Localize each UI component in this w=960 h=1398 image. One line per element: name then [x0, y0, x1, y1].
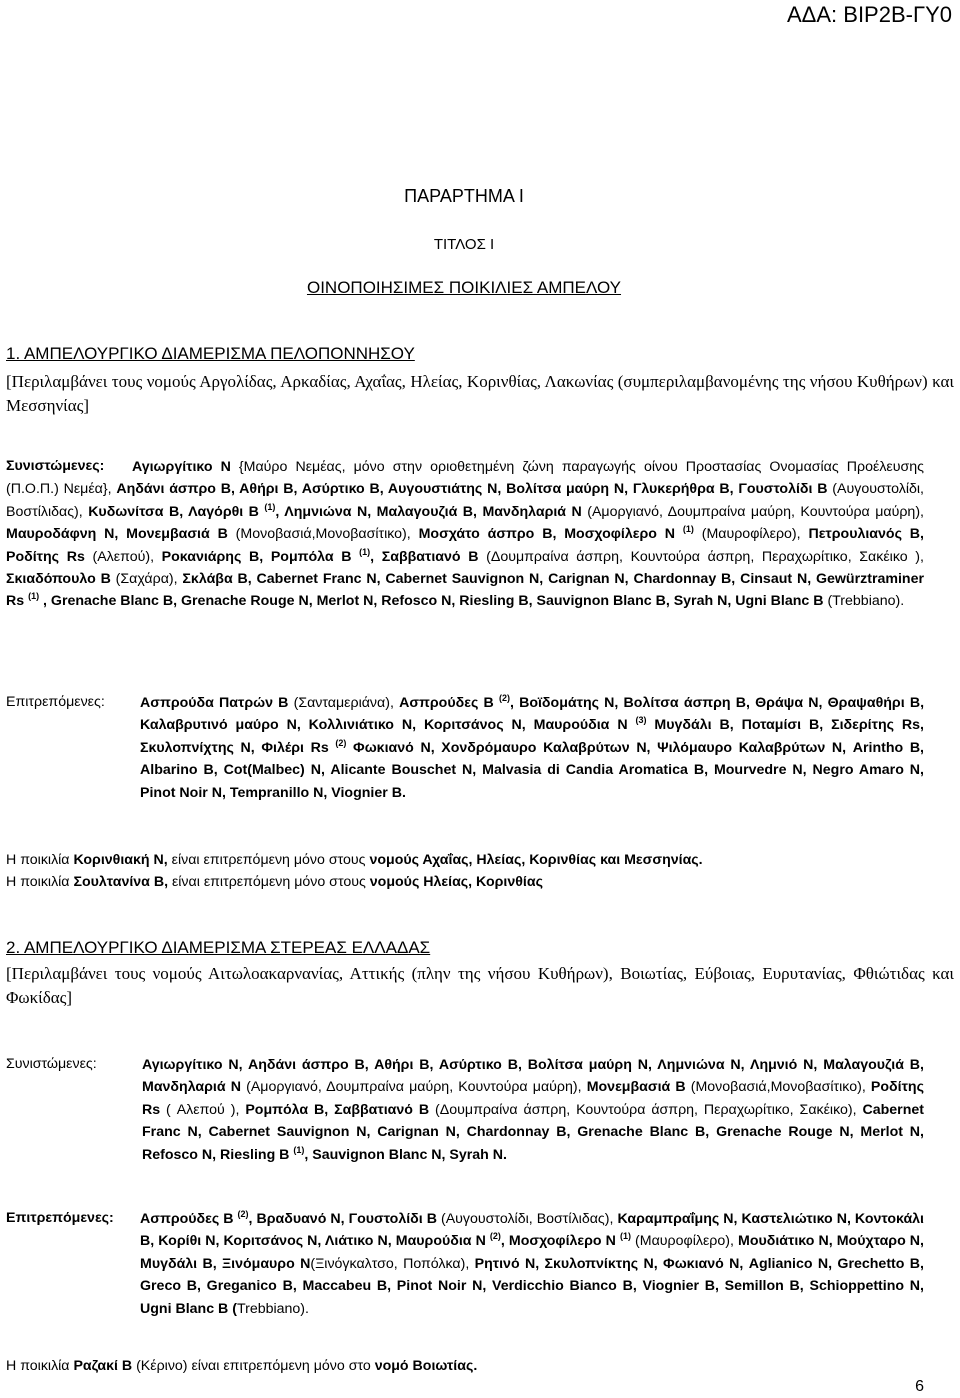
section1-permitted-list: Ασπρούδα Πατρών Β (Σανταμεριάνα), Ασπρούδες Β $^{(2)}$, Βοϊδομάτης Ν, Βολίτσα άσπρη Β, Θράψα Ν, Θραψαθήρι Β, Καλαβρυτινό μαύρο Ν, Κολλινιάτικο Ν, Κοριτσάνος Ν, Μαυρούδια Ν $^{(3)}$ Μυγδάλι Β, Ποταμίσι Β, Σιδερίτης Rs, Σκυλοπνίχτης Ν, Φιλέρι Rs $^{(2)}$ Φωκιανό Ν, Χονδρόμαυρο Καλαβρύτων Ν, Ψιλόμαυρο Καλαβρύτων Ν, Arintho B, Albarino B, Cot(Malbec) N, Alicante Bouschet N, Malvasia di Candia Aromatica B, Mourvedre N, Negro Amaro N, Pinot Noir N, Tempranillo N, Viognier B. — [140, 693, 925, 801]
section1-note-soultanina: Η ποικιλία Σουλτανίνα Β, είναι επιτρεπόμενη μόνο στους νομούς Ηλείας, Κορινθίας — [6, 874, 543, 890]
section2-permitted-list: Ασπρούδες Β $^{(2)}$, Βραδυανό Ν, Γουστολίδι Β (Αυγουστολίδι, Βοστίλιδας), Καραμπραΐμης Ν, Καστελιώτικο Ν, Κοντοκάλι Β, Κορίθι Ν, Κοριτσάνος Ν, Λιάτικο Ν, Μαυρούδια Ν $^{(2)}$, Μοσχοφίλερο Ν $^{(1)}$ (Μαυροφίλερο), Μουδιάτικο Ν, Μούχταρο Ν, Μυγδάλι Β, Ξινόμαυρο Ν(Ξινόγκαλτσο, Ποπόλκα), Ρητινό Ν, Σκυλοπνίκτης Ν, Φωκιανό Ν, Aglianico N, Grechetto B, Greco B, Greganico B, Maccabeu B, Pinot Noir N, Verdicchio Bianco B, Viognier B, Semillon B, Schioppettino N, Ugni Blanc B (Trebbiano). — [140, 1209, 925, 1317]
section2-recommended-list: Αγιωργίτικο Ν, Αηδάνι άσπρο Β, Αθήρι Β, Ασύρτικο Β, Βολίτσα μαύρη Ν, Λημνιώνα Ν, Λημνιό Ν, Μαλαγουζιά Β, Μανδηλαριά Ν (Αμοργιανό, Δουμπραίνα μαύρη, Κουντούρα μαύρη), Μονεμβασιά Β (Μονοβασιά,Μονοβασίτικο), Ροδίτης Rs ( Αλεπού ), Ρομπόλα Β, Σαββατιανό Β (Δουμπραίνα άσπρη, Κουντούρα άσπρη, Περαχωρίτικο, Σακέικο), Cabernet Franc N, Cabernet Sauvignon N, Carignan N, Chardonnay B, Grenache Blanc B, Grenache Rouge N, Merlot N, Refosco N, Riesling B $^{(1)}$, Sauvignon Blanc N, Syrah N. — [142, 1057, 924, 1163]
section1-recommended-list: Αγιωργίτικο Ν {Μαύρο Νεμέας, μόνο στην οριοθετημένη ζώνη παραγωγής οίνου Προστασίας Ονομασίας Προέλευσης (Π.Ο.Π.) Νεμέα}, Αηδάνι άσπρο Β, Αθήρι Β, Ασύρτικο Β, Αυγουστιάτης Ν, Βολίτσα μαύρη Ν, Γλυκερήθρα Β, Γουστολίδι Β (Αυγουστολίδι, Βοστίλιδας), Κυδωνίτσα Β, Λαγόρθι Β $^{(1)}$, Λημνιώνα Ν, Μαλαγουζιά Β, Μανδηλαριά Ν (Αμοργιανό, Δουμπραίνα μαύρη, Κουντούρα μαύρη), Μαυροδάφνη Ν, Μονεμβασιά Β (Μονοβασιά,Μονοβασίτικο), Μοσχάτο άσπρο Β, Μοσχοφίλερο Ν $^{(1)}$ (Μαυροφίλερο), Πετρουλιανός Β, Ροδίτης Rs (Αλεπού), Ροκανιάρης Β, Ρομπόλα Β $^{(1)}$, Σαββατιανό Β (Δουμπραίνα άσπρη, Κουντούρα άσπρη, Περαχωρίτικο, Σακέικο ), Σκιαδόπουλο Β (Σαχάρα), Σκλάβα Β, Cabernet Franc N, Cabernet Sauvignon N, Carignan N, Chardonnay B, Cinsaut N, Gewürztraminer Rs $^{(1)}$ , Grenache Blanc B, Grenache Rouge N, Merlot N, Refosco N, Riesling B, Sauvignon Blanc B, Syrah N, Ugni Blanc B (Trebbiano). — [6, 459, 924, 610]
section1-permitted-label: Επιτρεπόμενες: — [6, 694, 105, 710]
section2-permitted-label: Επιτρεπόμενες: — [6, 1210, 114, 1226]
document-heading: ΟΙΝΟΠΟΙΗΣΙΜΕΣ ΠΟΙΚΙΛΙΕΣ ΑΜΠΕΛΟΥ — [306, 278, 622, 297]
section2-recommended-label: Συνιστώμενες: — [6, 1056, 97, 1072]
ada-code: ΑΔΑ: ΒΙΡ2Β-ΓΥ0 — [787, 2, 952, 27]
section2-scope: [Περιλαμβάνει τους νομούς Αιτωλοακαρνανίας, Αττικής (πλην της νήσου Κυθήρων), Βοιωτίας, Εύβοιας, Ευρυτανίας, Φθιώτιδας και Φωκίδας] — [6, 964, 954, 1007]
annex-title: ΠΑΡΑΡΤΗΜΑ Ι — [404, 186, 524, 206]
section1-recommended-label: Συνιστώμενες: — [6, 458, 105, 474]
section2-heading: 2. ΑΜΠΕΛΟΥΡΓΙΚΟ ΔΙΑΜΕΡΙΣΜΑ ΣΤΕΡΕΑΣ ΕΛΛΑΔΑΣ — [6, 938, 431, 957]
section2-note-razaki: Η ποικιλία Ραζακί Β (Κέρινο) είναι επιτρεπόμενη μόνο στο νομό Βοιωτίας. — [6, 1358, 478, 1374]
page-number: 6 — [915, 1378, 924, 1395]
title-label: ΤΙΤΛΟΣ Ι — [433, 236, 495, 253]
section1-note-korinthiaki: Η ποικιλία Κορινθιακή Ν, είναι επιτρεπόμενη μόνο στους νομούς Αχαΐας, Ηλείας, Κορινθίας και Μεσσηνίας. — [6, 852, 703, 868]
section1-scope: [Περιλαμβάνει τους νομούς Αργολίδας, Αρκαδίας, Αχαΐας, Ηλείας, Κορινθίας, Λακωνίας (συμπεριλαμβανομένης της νήσου Κυθήρων) και Μεσσηνίας] — [6, 372, 954, 415]
section1-heading: 1. ΑΜΠΕΛΟΥΡΓΙΚΟ ΔΙΑΜΕΡΙΣΜΑ ΠΕΛΟΠΟΝΝΗΣΟΥ — [6, 344, 415, 363]
